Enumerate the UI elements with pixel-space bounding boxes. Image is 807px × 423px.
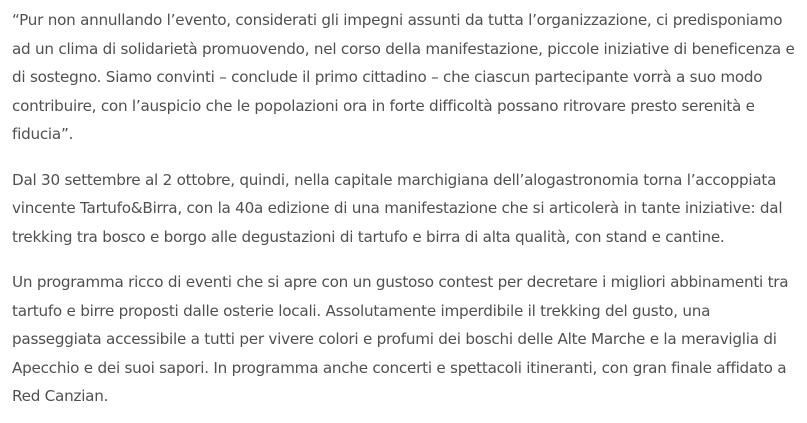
paragraph-program: Un programma ricco di eventi che si apre con un gustoso contest per decretare i migliori abbinamenti tra tartufo e birre proposti dalle osterie locali. Assolutamente imperdibile il trekking del gusto, una passeggiata accessibile a tutti per vivere colori e profumi dei boschi delle Alte Marche e la meraviglia di Apecchio e dei suoi sapori. In programma anche concerti e spettacoli itineranti, con gran finale affidato a Red Canzian. [12, 273, 789, 405]
paragraph-quote: “Pur non annullando l’evento, considerati gli impegni assunti da tutta l’organizzazione, ci predisponiamo ad un clima di solidarietà promuovendo, nel corso della manifestazione, piccole iniziative di beneficenza e di sostegno. Siamo convinti – conclude il primo cittadino – che ciascun partecipante vorrà a suo modo contribuire, con l’auspicio che le popolazioni ora in forte difficoltà possano ritrovare presto serenità e fiducia”. [12, 11, 795, 143]
paragraph-event-dates: Dal 30 settembre al 2 ottobre, quindi, nella capitale marchigiana dell’alogastronomia torna l’accoppiata vincente Tartufo&Birra, con la 40a edizione di una manifestazione che si articolerà in tante iniziative: dal trekking tra bosco e borgo alle degustazioni di tartufo e birra di alta qualità, con stand e cantine. [12, 170, 783, 246]
